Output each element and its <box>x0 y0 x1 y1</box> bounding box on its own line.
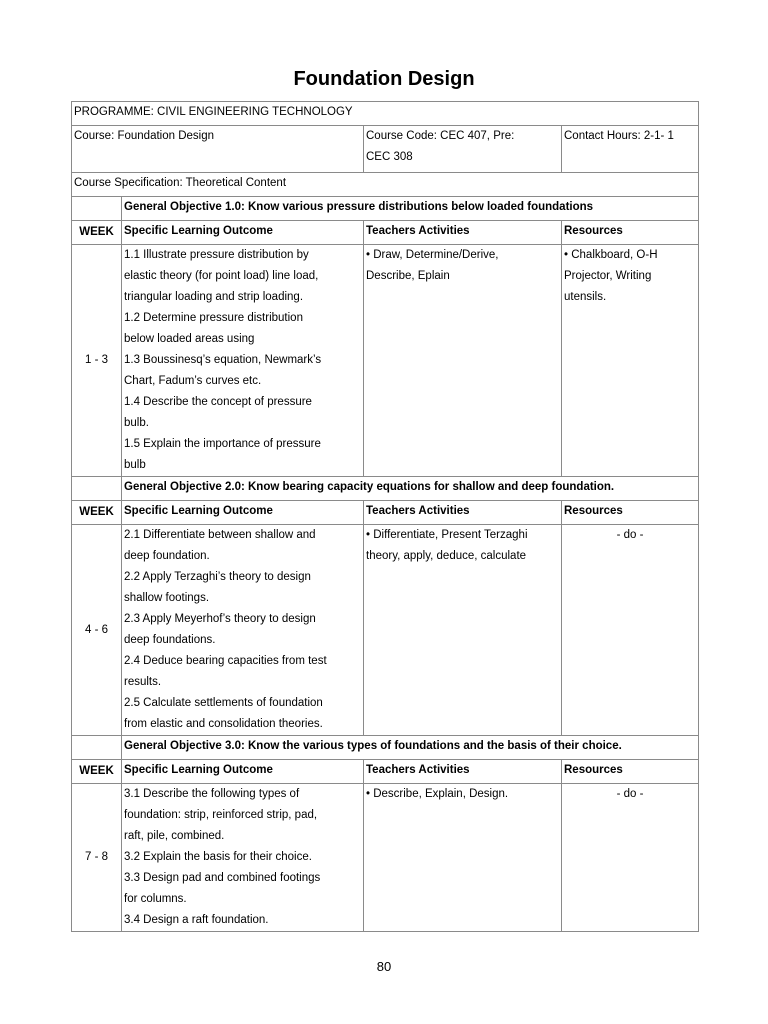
cell-line: for columns. <box>124 893 187 905</box>
general-objective: General Objective 2.0: Know bearing capacity equations for shallow and deep foundation. <box>122 477 699 501</box>
cell-line: 1.1 Illustrate pressure distribution by <box>124 249 309 261</box>
course-code-cell <box>364 126 562 173</box>
cell-line: from elastic and consolidation theories. <box>124 718 323 730</box>
outcomes-cell <box>122 245 364 477</box>
cell-line: bulb <box>124 459 146 471</box>
week-header: WEEK <box>72 501 122 525</box>
activities-cell <box>364 245 562 477</box>
course-code-line: Course Code: CEC 407, Pre: <box>366 130 515 142</box>
programme-row <box>72 102 699 126</box>
cell-line: 2.3 Apply Meyerhof’s theory to design <box>124 613 316 625</box>
programme-cell: PROGRAMME: CIVIL ENGINEERING TECHNOLOGY <box>72 102 699 126</box>
cell-line: deep foundations. <box>124 634 216 646</box>
outcome-header: Specific Learning Outcome <box>122 221 364 245</box>
cell-line: • Differentiate, Present Terzaghi <box>366 529 528 541</box>
cell-line: • Draw, Determine/Derive, <box>366 249 499 261</box>
activities-cell <box>364 525 562 736</box>
cell-line: 2.5 Calculate settlements of foundation <box>124 697 323 709</box>
contact-hours-cell: Contact Hours: 2-1- 1 <box>562 126 699 173</box>
objective-row <box>72 736 699 760</box>
cell-line: - do - <box>616 788 644 800</box>
objective-blank-cell <box>72 477 122 501</box>
column-header-row <box>72 760 699 784</box>
objective-blank-cell <box>72 736 122 760</box>
column-header-row <box>72 501 699 525</box>
course-code-line: CEC 308 <box>366 151 413 163</box>
cell-line: shallow footings. <box>124 592 210 604</box>
course-specification-row <box>72 173 699 197</box>
objective-row <box>72 197 699 221</box>
cell-line: 3.2 Explain the basis for their choice. <box>124 851 312 863</box>
cell-line: bulb. <box>124 417 149 429</box>
cell-line: results. <box>124 676 162 688</box>
week-header: WEEK <box>72 760 122 784</box>
cell-line: Chart, Fadum’s curves etc. <box>124 375 262 387</box>
resources-header: Resources <box>562 760 699 784</box>
activities-header: Teachers Activities <box>364 221 562 245</box>
cell-line: below loaded areas using <box>124 333 255 345</box>
cell-line: 3.4 Design a raft foundation. <box>124 914 269 926</box>
course-specification-cell: Course Specification: Theoretical Content <box>72 173 699 197</box>
cell-line: 2.1 Differentiate between shallow and <box>124 529 316 541</box>
cell-line: 3.3 Design pad and combined footings <box>124 872 321 884</box>
outcome-header: Specific Learning Outcome <box>122 501 364 525</box>
week-cell: 1 - 3 <box>72 245 122 477</box>
cell-line: 2.2 Apply Terzaghi’s theory to design <box>124 571 311 583</box>
resources-cell <box>562 784 699 932</box>
resources-header: Resources <box>562 221 699 245</box>
resources-cell <box>562 525 699 736</box>
cell-line: 1.2 Determine pressure distribution <box>124 312 303 324</box>
objective-row <box>72 477 699 501</box>
course-row <box>72 126 699 173</box>
content-row <box>72 525 699 736</box>
cell-line: foundation: strip, reinforced strip, pad, <box>124 809 318 821</box>
resources-cell <box>562 245 699 477</box>
objective-blank-cell <box>72 197 122 221</box>
cell-line: • Describe, Explain, Design. <box>366 788 509 800</box>
cell-line: 1.4 Describe the concept of pressure <box>124 396 312 408</box>
resources-header: Resources <box>562 501 699 525</box>
week-cell: 4 - 6 <box>72 525 122 736</box>
cell-line: utensils. <box>564 291 607 303</box>
cell-line: deep foundation. <box>124 550 210 562</box>
page-title: Foundation Design <box>293 68 475 90</box>
week-cell: 7 - 8 <box>72 784 122 932</box>
outcomes-cell <box>122 525 364 736</box>
outcome-header: Specific Learning Outcome <box>122 760 364 784</box>
page-number: 80 <box>376 959 392 974</box>
cell-line: theory, apply, deduce, calculate <box>366 550 527 562</box>
course-name-cell: Course: Foundation Design <box>72 126 364 173</box>
cell-line: 3.1 Describe the following types of <box>124 788 300 800</box>
cell-line: Describe, Eplain <box>366 270 450 282</box>
column-header-row <box>72 221 699 245</box>
content-row <box>72 245 699 477</box>
cell-line: 2.4 Deduce bearing capacities from test <box>124 655 327 667</box>
activities-header: Teachers Activities <box>364 501 562 525</box>
week-header: WEEK <box>72 221 122 245</box>
curriculum-table <box>71 101 699 932</box>
cell-line: triangular loading and strip loading. <box>124 291 304 303</box>
outcomes-cell <box>122 784 364 932</box>
general-objective: General Objective 3.0: Know the various types of foundations and the basis of their choice. <box>122 736 699 760</box>
cell-line: • Chalkboard, O-H <box>564 249 658 261</box>
content-row <box>72 784 699 932</box>
activities-header: Teachers Activities <box>364 760 562 784</box>
general-objective: General Objective 1.0: Know various pressure distributions below loaded foundations <box>122 197 699 221</box>
cell-line: - do - <box>616 529 644 541</box>
cell-line: elastic theory (for point load) line load, <box>124 270 319 282</box>
cell-line: 1.5 Explain the importance of pressure <box>124 438 321 450</box>
cell-line: raft, pile, combined. <box>124 830 225 842</box>
cell-line: Projector, Writing <box>564 270 652 282</box>
activities-cell <box>364 784 562 932</box>
cell-line: 1.3 Boussinesq’s equation, Newmark’s <box>124 354 322 366</box>
